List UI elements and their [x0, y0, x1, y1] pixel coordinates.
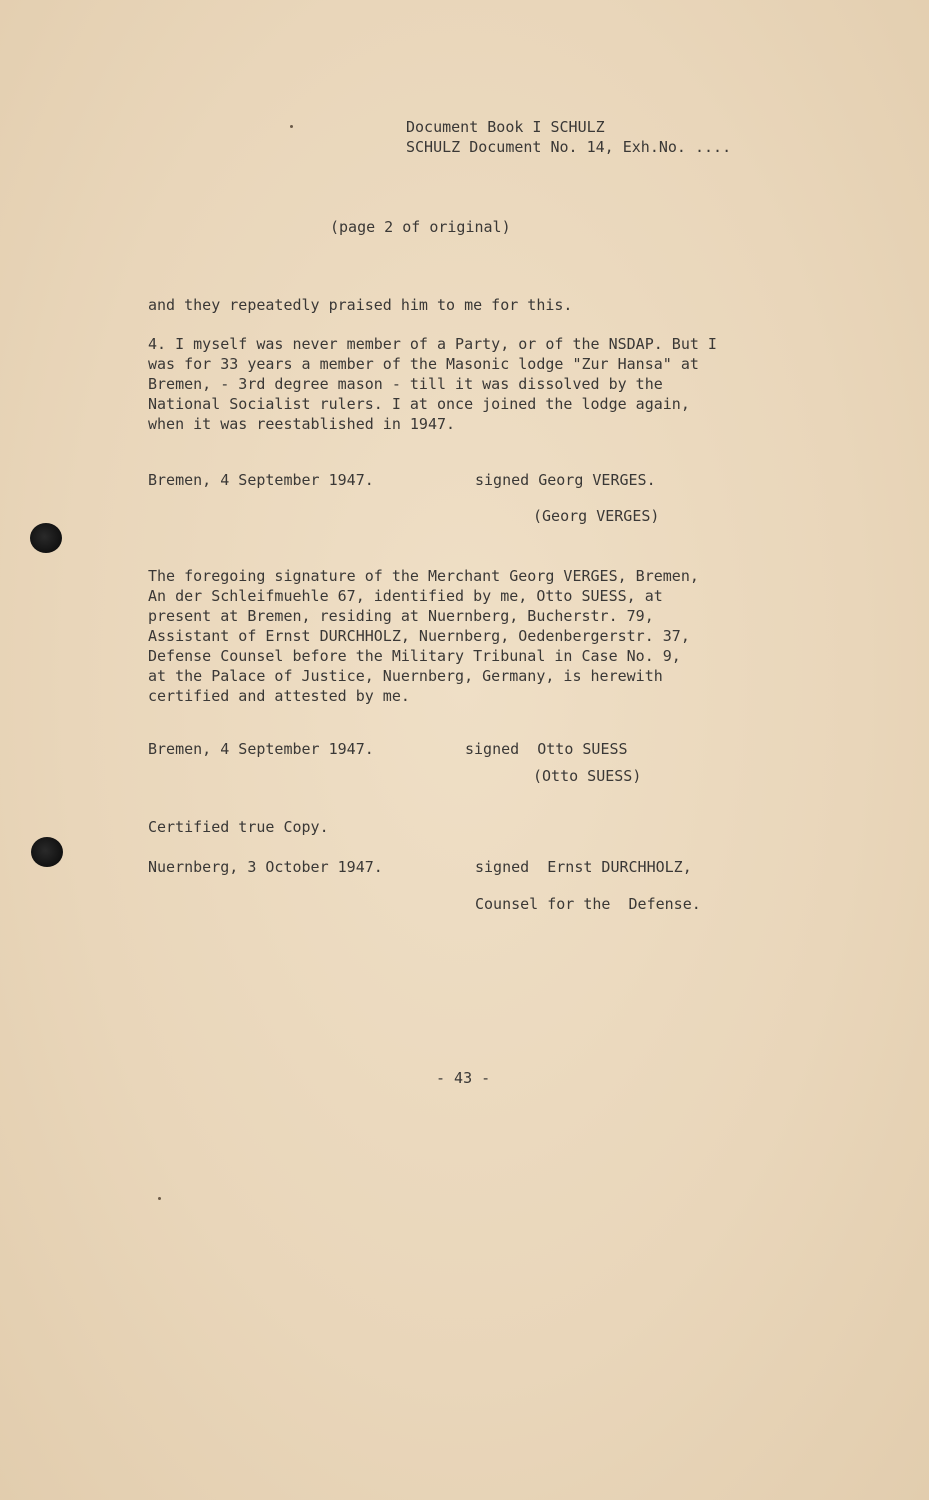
certified-copy: Certified true Copy.	[148, 818, 329, 836]
certification-line: at the Palace of Justice, Nuernberg, Germany, is herewith	[148, 667, 663, 685]
signature3-title: Counsel for the Defense.	[475, 895, 701, 913]
signature2-name: (Otto SUESS)	[533, 767, 642, 785]
paragraph-4	[148, 334, 717, 434]
certification-line: Defense Counsel before the Military Tribunal in Case No. 9,	[148, 647, 681, 665]
signature1-signed: signed Georg VERGES.	[475, 471, 656, 489]
page-number: - 43 -	[436, 1069, 491, 1087]
certification-paragraph	[148, 566, 699, 706]
intro-line: and they repeatedly praised him to me for this.	[148, 296, 573, 314]
header-line-1: Document Book I SCHULZ	[406, 118, 605, 136]
certification-line: The foregoing signature of the Merchant Georg VERGES, Bremen,	[148, 567, 699, 585]
punch-hole-top	[30, 523, 62, 553]
paper-speck	[290, 125, 293, 128]
signature2-signed: signed Otto SUESS	[465, 740, 628, 758]
punch-hole-bottom	[31, 837, 63, 867]
paragraph-4-line: when it was reestablished in 1947.	[148, 415, 456, 433]
paragraph-4-line: Bremen, - 3rd degree mason - till it was dissolved by the	[148, 375, 663, 393]
certification-line: An der Schleifmuehle 67, identified by me, Otto SUESS, at	[148, 587, 663, 605]
header-line-2: SCHULZ Document No. 14, Exh.No. ....	[406, 138, 732, 156]
paragraph-4-line: National Socialist rulers. I at once joined the lodge again,	[148, 395, 690, 413]
signature3-place-date: Nuernberg, 3 October 1947.	[148, 858, 383, 876]
signature3-signed: signed Ernst DURCHHOLZ,	[475, 858, 692, 876]
certification-line: Assistant of Ernst DURCHHOLZ, Nuernberg, Oedenbergerstr. 37,	[148, 627, 690, 645]
paragraph-4-line: 4. I myself was never member of a Party, or of the NSDAP. But I	[148, 335, 717, 353]
page-note: (page 2 of original)	[330, 218, 511, 236]
paragraph-4-line: was for 33 years a member of the Masonic lodge "Zur Hansa" at	[148, 355, 699, 373]
paper-speck	[158, 1197, 161, 1200]
signature1-place-date: Bremen, 4 September 1947.	[148, 471, 374, 489]
signature1-name: (Georg VERGES)	[533, 507, 660, 525]
signature2-place-date: Bremen, 4 September 1947.	[148, 740, 374, 758]
certification-line: present at Bremen, residing at Nuernberg, Bucherstr. 79,	[148, 607, 654, 625]
certification-line: certified and attested by me.	[148, 687, 410, 705]
